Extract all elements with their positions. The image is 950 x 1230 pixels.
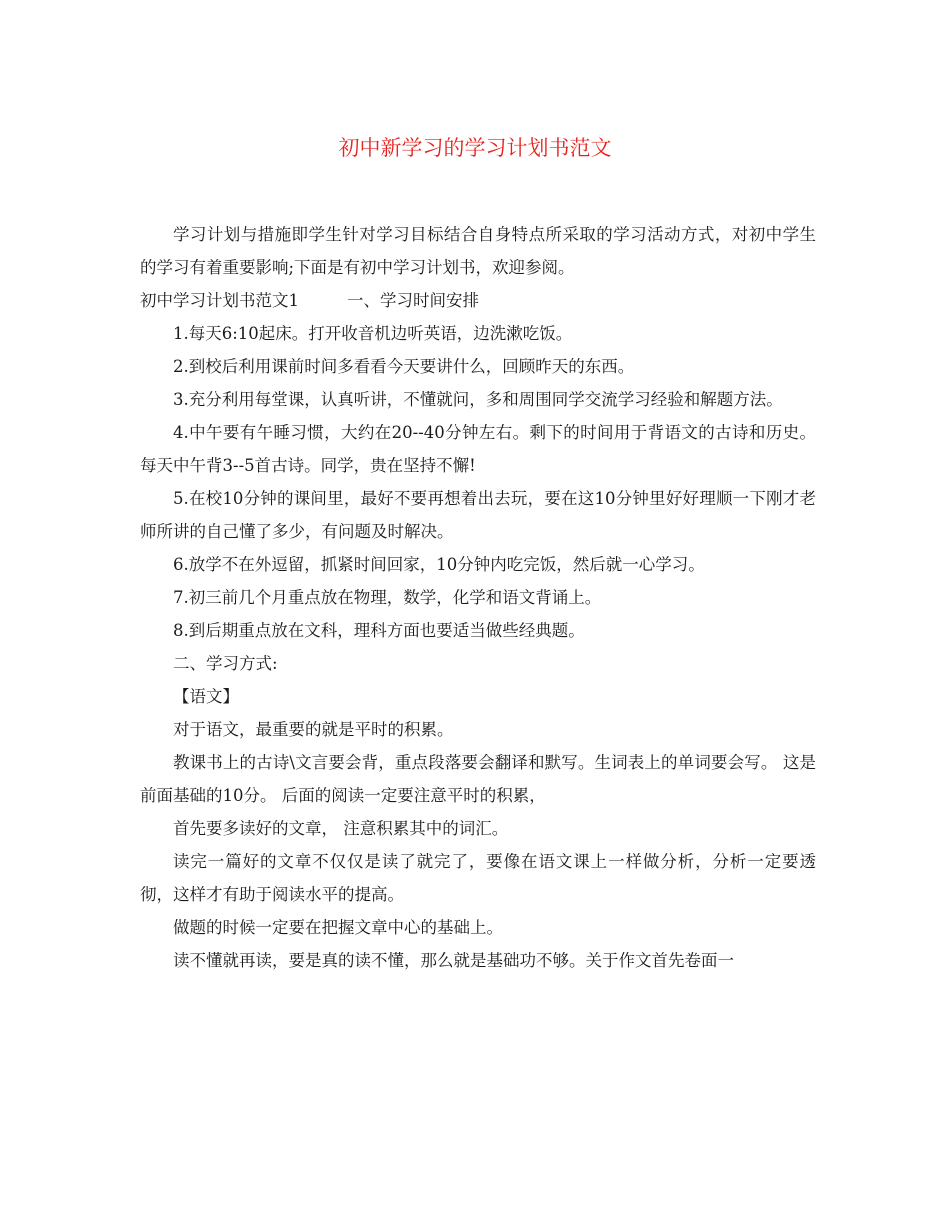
body-paragraph: 教课书上的古诗\文言要会背，重点段落要会翻译和默写。生词表上的单词要会写。 这是前面基础的10分。 后面的阅读一定要注意平时的积累， xyxy=(140,753,816,805)
list-item: 2.到校后利用课前时间多看看今天要讲什么，回顾昨天的东西。 xyxy=(173,357,635,376)
document-title: 初中新学习的学习计划书范文 xyxy=(338,136,612,160)
list-item: 4.中午要有午睡习惯，大约在20--40分钟左右。剩下的时间用于背语文的古诗和历史。每天中午背3--5首古诗。同学，贵在坚持不懈! xyxy=(140,423,816,475)
sample-heading-line xyxy=(140,284,816,317)
section2-heading: 二、学习方式: xyxy=(173,654,278,673)
sample-label: 初中学习计划书范文1 xyxy=(140,291,299,310)
list-item: 6.放学不在外逗留，抓紧时间回家，10分钟内吃完饭，然后就一心学习。 xyxy=(173,555,705,574)
body-paragraph: 首先要多读好的文章， 注意积累其中的词汇。 xyxy=(173,819,509,838)
list-item: 7.初三前几个月重点放在物理，数学，化学和语文背诵上。 xyxy=(173,588,602,607)
body-paragraph: 读不懂就再读，要是真的读不懂，那么就是基础功不够。关于作文首先卷面一 xyxy=(173,951,734,970)
list-item: 3.充分利用每堂课，认真听讲，不懂就问，多和周围同学交流学习经验和解题方法。 xyxy=(173,390,783,409)
list-item: 8.到后期重点放在文科，理科方面也要适当做些经典题。 xyxy=(173,621,585,640)
subject-heading: 【语文】 xyxy=(173,687,239,706)
list-item: 5.在校10分钟的课间里，最好不要再想着出去玩，要在这10分钟里好好理顺一下刚才老师所讲的自己懂了多少，有问题及时解决。 xyxy=(140,489,816,541)
document-body xyxy=(140,218,816,977)
body-paragraph: 对于语文，最重要的就是平时的积累。 xyxy=(173,720,454,739)
intro-paragraph: 学习计划与措施即学生针对学习目标结合自身特点所采取的学习活动方式，对初中学生的学习有着重要影响;下面是有初中学习计划书，欢迎参阅。 xyxy=(140,225,816,277)
list-item: 1.每天6:10起床。打开收音机边听英语，边洗漱吃饭。 xyxy=(173,324,573,343)
body-paragraph: 做题的时候一定要在把握文章中心的基础上。 xyxy=(173,918,503,937)
body-paragraph: 读完一篇好的文章不仅仅是读了就完了，要像在语文课上一样做分析，分析一定要透彻，这样才有助于阅读水平的提高。 xyxy=(140,852,816,904)
section1-heading: 一、学习时间安排 xyxy=(347,291,479,310)
